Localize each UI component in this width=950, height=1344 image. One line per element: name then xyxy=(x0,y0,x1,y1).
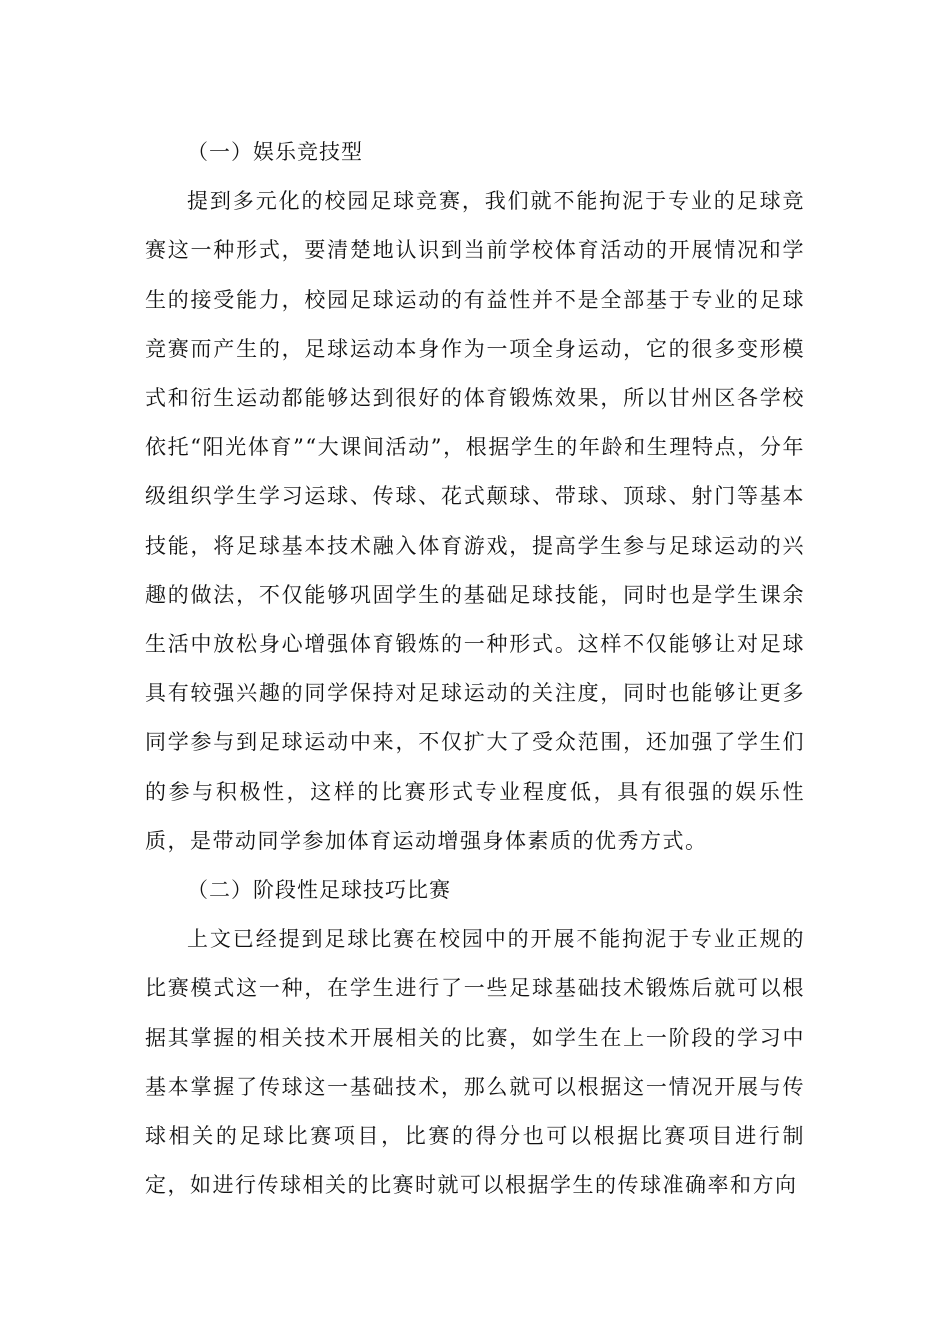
body-paragraph-1: 提到多元化的校园足球竞赛，我们就不能拘泥于专业的足球竞赛这一种形式，要清楚地认识到当前学校体育活动的开展情况和学生的接受能力，校园足球运动的有益性并不是全部基于专业的足球竞赛而产生的，足球运动本身作为一项全身运动，它的很多变形模式和衍生运动都能够达到很好的体育锻炼效果，所以甘州区各学校依托“阳光体育”“大课间活动”，根据学生的年龄和生理特点，分年级组织学生学习运球、传球、花式颠球、带球、顶球、射门等基本技能，将足球基本技术融入体育游戏，提高学生参与足球运动的兴趣的做法，不仅能够巩固学生的基础足球技能，同时也是学生课余生活中放松身心增强体育锻炼的一种形式。这样不仅能够让对足球具有较强兴趣的同学保持对足球运动的关注度，同时也能够让更多同学参与到足球运动中来，不仅扩大了受众范围，还加强了学生们的参与积极性，这样的比赛形式专业程度低，具有很强的娱乐性质，是带动同学参加体育运动增强身体素质的优秀方式。 xyxy=(145,189,805,853)
document-body xyxy=(145,128,805,1210)
body-paragraph-2: 上文已经提到足球比赛在校园中的开展不能拘泥于专业正规的比赛模式这一种，在学生进行了一些足球基础技术锻炼后就可以根据其掌握的相关技术开展相关的比赛，如学生在上一阶段的学习中基本掌握了传球这一基础技术，那么就可以根据这一情况开展与传球相关的足球比赛项目，比赛的得分也可以根据比赛项目进行制定，如进行传球相关的比赛时就可以根据学生的传球准确率和方向 xyxy=(145,927,805,1198)
section-heading-2: （二）阶段性足球技巧比赛 xyxy=(187,878,451,903)
section-heading-1: （一）娱乐竞技型 xyxy=(187,140,363,164)
